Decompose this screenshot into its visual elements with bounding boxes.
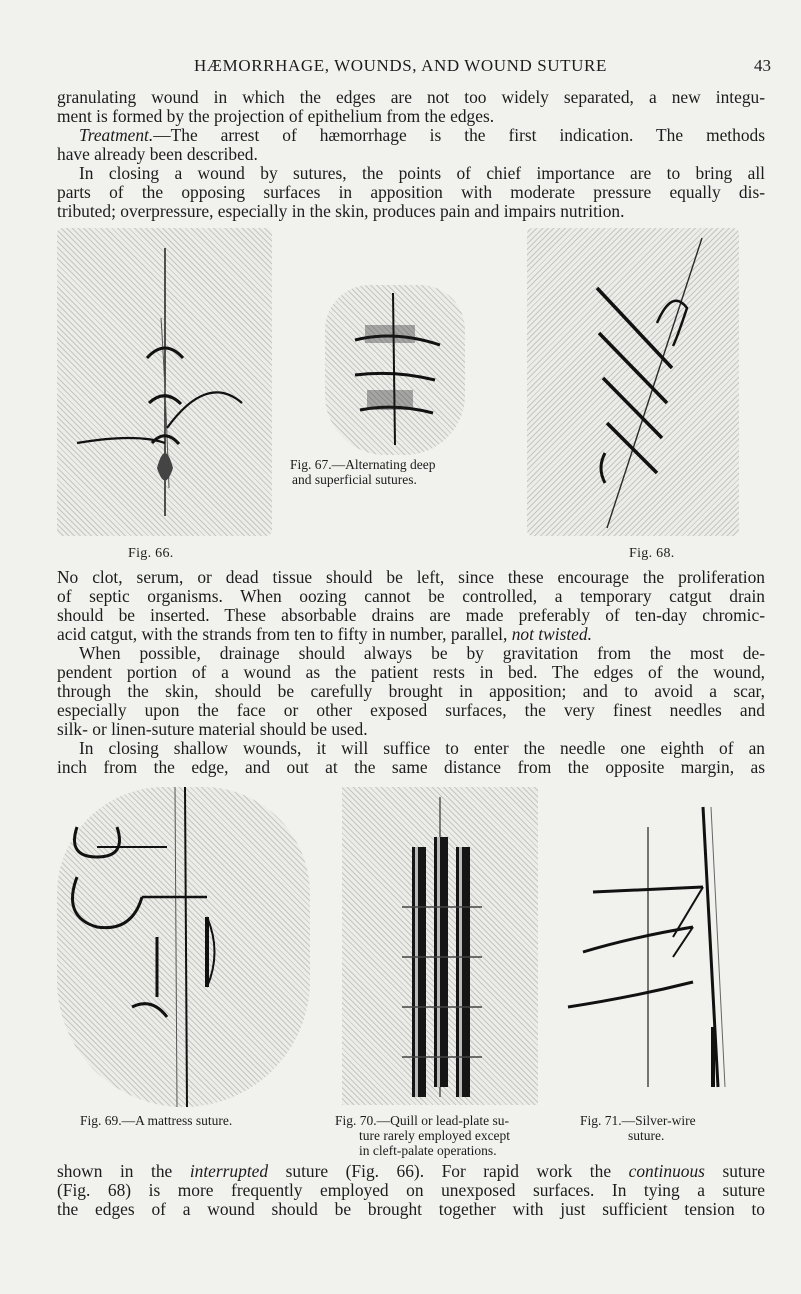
text-run: acid catgut, with the strands from ten to fifty in number, parallel, (57, 624, 508, 644)
text-line: In closing a wound by sutures, the points of chief importance are to bring all (79, 163, 765, 183)
text-run: suture (722, 1161, 765, 1181)
figure-67-alternating-sutures (325, 285, 465, 455)
text-line (57, 625, 765, 644)
text-line: When possible, drainage should always be by gravitation from the most de- (79, 643, 765, 663)
emphasis-continuous: continuous (628, 1161, 705, 1181)
figure-69-mattress-suture (57, 787, 310, 1107)
text-line: pendent portion of a wound as the patient rests in bed. The edges of the wound, (57, 662, 765, 682)
caption-line: and superficial sutures. (292, 472, 417, 487)
text-line: No clot, serum, or dead tissue should be left, since these encourage the proliferation (57, 567, 765, 587)
text-line: should be inserted. These absorbable drains are made preferably of ten-day chromic- (57, 605, 765, 625)
text-line: inch from the edge, and out at the same distance from the opposite margin, as (57, 757, 765, 777)
text-line: silk- or linen-suture material should be used. (57, 719, 368, 739)
text-line: (Fig. 68) is more frequently employed on unexposed surfaces. In tying a suture (57, 1180, 765, 1200)
paragraph-shallow-wounds (57, 739, 765, 777)
text-line: granulating wound in which the edges are not too widely separated, a new integu- (57, 87, 765, 107)
paragraph-no-clot (57, 568, 765, 644)
paragraph-granulating (57, 88, 765, 126)
text-line (57, 126, 765, 145)
figure-70-illustration (342, 787, 538, 1105)
figure-69-caption: Fig. 69.—A mattress suture. (80, 1113, 233, 1128)
caption-line: in cleft-palate operations. (359, 1143, 497, 1158)
text-line (57, 1162, 765, 1181)
figure-70-quill-suture (342, 787, 538, 1105)
paragraph-drainage (57, 644, 765, 739)
text-line: have already been described. (57, 144, 258, 164)
emphasis-not-twisted: not twisted. (511, 624, 592, 644)
emphasis-interrupted: interrupted (189, 1161, 269, 1181)
text-line: especially upon the face or other exposed surfaces, the very finest needles and (57, 700, 765, 720)
caption-line: Fig. 67.—Alternating deep (290, 457, 436, 472)
text-line: through the skin, should be carefully brought in apposition; and to avoid a scar, (57, 681, 765, 701)
treatment-label: Treatment. (79, 125, 154, 145)
figure-68-continuous-suture (527, 228, 739, 536)
caption-line: ture rarely employed except (359, 1128, 511, 1143)
figure-71-caption (580, 1113, 696, 1143)
figure-66-illustration (57, 228, 272, 536)
text-line: parts of the opposing surfaces in apposition with moderate pressure equally dis- (57, 182, 765, 202)
figure-67-illustration (325, 285, 465, 455)
text-run: suture (Fig. 66). For rapid work the (285, 1161, 612, 1181)
figure-70-caption (335, 1113, 510, 1158)
figure-66-label: Fig. 66. (128, 546, 174, 561)
caption-line: Fig. 70.—Quill or lead-plate su- (335, 1113, 509, 1128)
running-title: HÆMORRHAGE, WOUNDS, AND WOUND SUTURE (194, 56, 607, 75)
caption-line: Fig. 71.—Silver-wire (580, 1113, 696, 1128)
paragraph-closing-sutures (57, 164, 765, 221)
text-line: of septic organisms. When oozing cannot be controlled, a temporary catgut drain (57, 586, 765, 606)
text-line: the edges of a wound should be brought together with just sufficient tension to (57, 1199, 765, 1219)
text-line: tributed; overpressure, especially in the skin, produces pain and impairs nutrition. (57, 201, 625, 221)
paragraph-interrupted-continuous (57, 1162, 765, 1219)
figure-68-label: Fig. 68. (629, 546, 675, 561)
paragraph-treatment (57, 126, 765, 164)
text-line: ment is formed by the projection of epithelium from the edges. (57, 106, 495, 126)
text-line: In closing shallow wounds, it will suffice to enter the needle one eighth of an (79, 738, 765, 758)
figure-68-illustration (527, 228, 739, 536)
figure-66-interrupted-suture (57, 228, 272, 536)
figure-67-caption (290, 457, 435, 487)
text-run: shown in the (57, 1161, 173, 1181)
figure-71-silver-wire-suture (563, 787, 741, 1105)
page-number: 43 (754, 56, 771, 75)
figure-69-illustration (57, 787, 310, 1107)
running-head (0, 56, 801, 80)
caption-line: suture. (628, 1128, 665, 1143)
text-run: —The arrest of hæmorrhage is the first indication. The methods (153, 125, 765, 145)
figure-71-illustration (563, 787, 741, 1105)
